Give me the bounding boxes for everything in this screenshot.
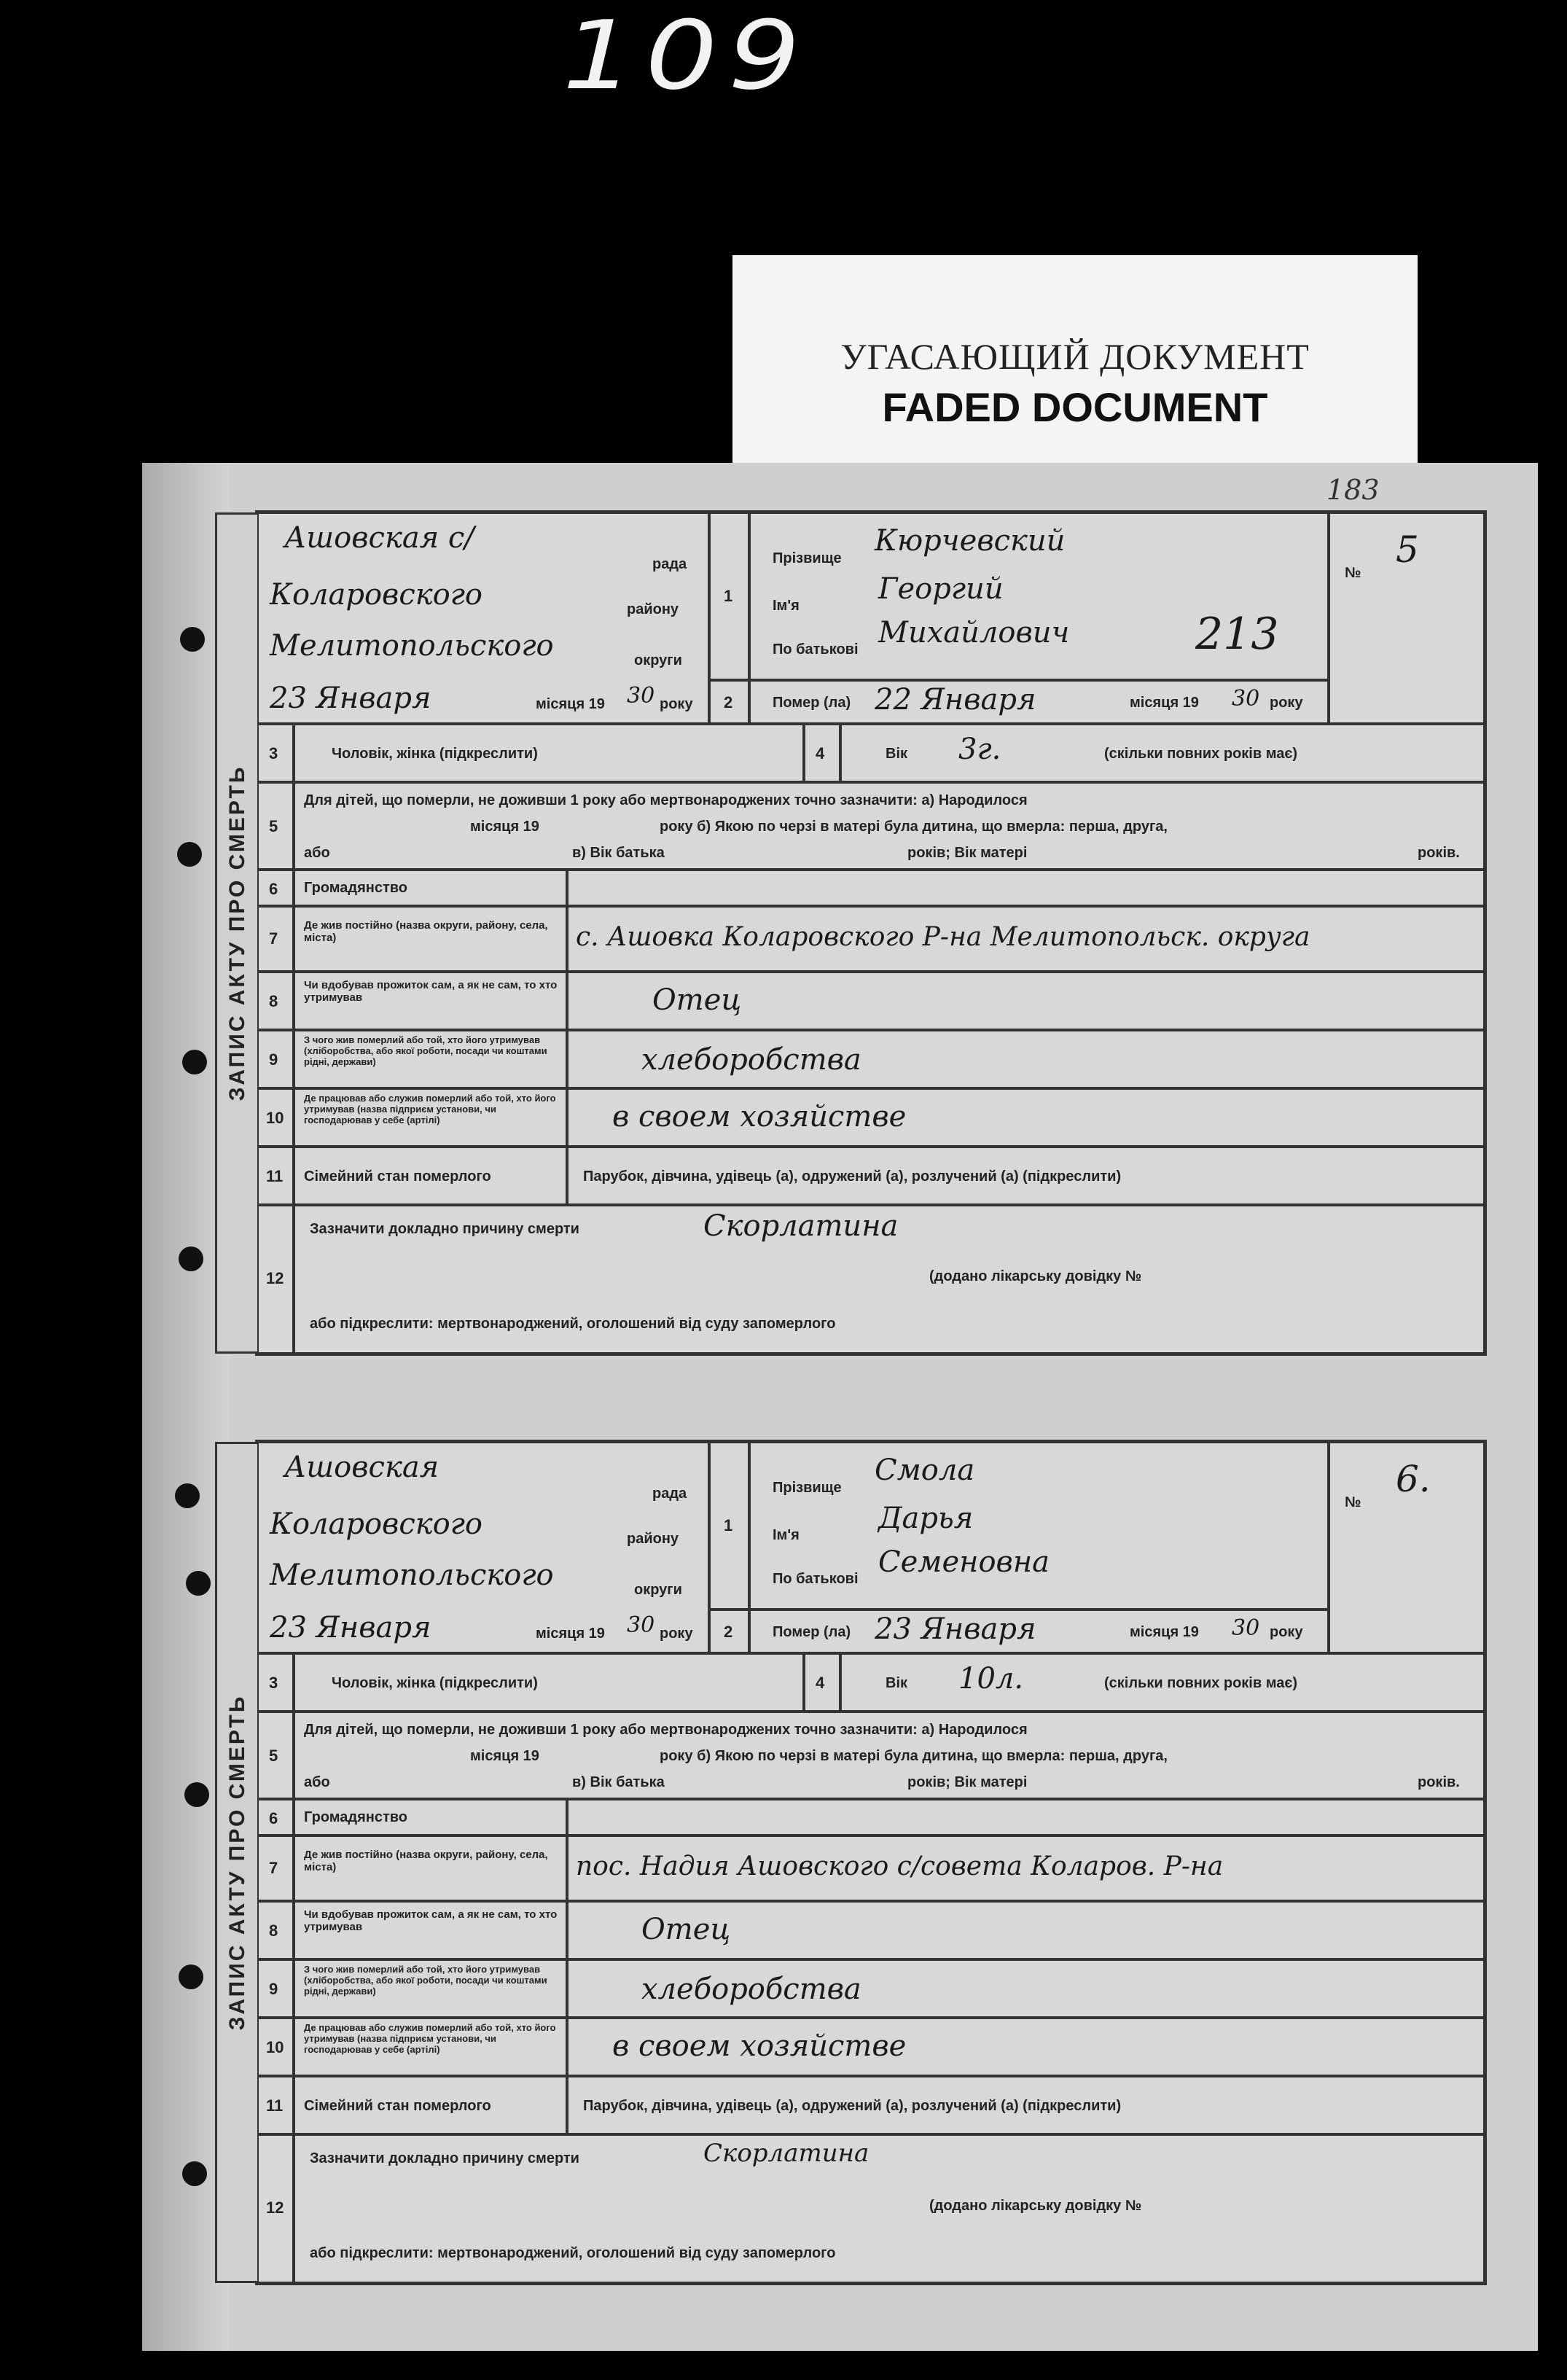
children-line-4: або bbox=[304, 1774, 330, 1790]
rayon-value: Коларовского bbox=[270, 578, 482, 612]
children-line-6: років; Вік матері bbox=[907, 1774, 1028, 1790]
binding-hole bbox=[180, 627, 205, 652]
stillborn-label: або підкреслити: мертвонароджений, оголошений від суду запомерлого bbox=[310, 2245, 836, 2261]
row-number: 2 bbox=[709, 1610, 749, 1653]
faded-label-en: FADED DOCUMENT bbox=[882, 384, 1268, 430]
patronymic-value: Михайлович bbox=[878, 616, 1070, 649]
residence-label: Де жив постійно (назва округи, району, села, міста) bbox=[304, 1849, 548, 1873]
children-line-3: року б) Якою по черзі в матері була дитина, що вмерла: перша, друга, bbox=[660, 1748, 1168, 1764]
children-line-1: Для дітей, що померли, не доживши 1 року або мертвонароджених точно зазначити: а) Народилося bbox=[304, 1722, 1028, 1738]
children-line-1: Для дітей, що померли, не доживши 1 року або мертвонароджених точно зазначити: а) Народилося bbox=[304, 792, 1028, 808]
binding-hole bbox=[186, 1571, 211, 1596]
death-year-label: року bbox=[1270, 1624, 1303, 1640]
work-value: в своем хозяйстве bbox=[612, 2029, 907, 2063]
support-value: Отец bbox=[641, 1913, 731, 1946]
binding-hole bbox=[179, 1965, 203, 1989]
reg-month-label: місяця 19 bbox=[536, 1626, 605, 1642]
children-line-7: років. bbox=[1418, 1774, 1460, 1790]
side-title-cell bbox=[215, 512, 257, 1354]
cause-label: Зазначити докладно причину смерти bbox=[310, 1221, 579, 1237]
surname-value: Смола bbox=[875, 1454, 975, 1487]
patronymic-label: По батькові bbox=[773, 1571, 859, 1587]
name-value: Георгий bbox=[878, 572, 1004, 606]
binding-hole bbox=[182, 2161, 207, 2186]
reg-month-label: місяця 19 bbox=[536, 696, 605, 712]
death-year-label: року bbox=[1270, 695, 1303, 711]
age-label: Вік bbox=[886, 1675, 908, 1691]
reg-date-value: 23 Января bbox=[270, 1611, 431, 1644]
row-number: 2 bbox=[709, 680, 749, 724]
record-number-cell bbox=[1329, 1442, 1485, 1653]
marital-label: Сімейний стан померлого bbox=[304, 1168, 491, 1185]
sex-label: Чоловік, жінка (підкреслити) bbox=[332, 746, 538, 762]
faded-label-ru: УГАСАЮЩИЙ ДОКУМЕНТ bbox=[840, 336, 1310, 377]
residence-value: с. Ашовка Коларовского Р-на Мелитопольск. округа bbox=[576, 922, 1310, 952]
rada-label: рада bbox=[652, 556, 687, 572]
reg-date-value: 23 Января bbox=[270, 682, 431, 715]
age-value: 10л. bbox=[958, 1662, 1024, 1696]
sex-label: Чоловік, жінка (підкреслити) bbox=[332, 1675, 538, 1691]
children-line-6: років; Вік матері bbox=[907, 845, 1028, 861]
row-number: 1 bbox=[709, 512, 749, 680]
faded-document-label bbox=[732, 255, 1418, 467]
death-date-value: 23 Января bbox=[875, 1612, 1036, 1646]
reg-year-value: 30 bbox=[627, 1612, 655, 1638]
children-line-5: в) Вік батька bbox=[572, 1774, 665, 1790]
children-line-7: років. bbox=[1418, 845, 1460, 861]
name-label: Ім'я bbox=[773, 1527, 800, 1543]
marital-options: Парубок, дівчина, удівець (а), одружений (а), розлучений (а) (підкреслити) bbox=[583, 2098, 1122, 2114]
binding-hole bbox=[182, 1050, 207, 1074]
rada-label: рада bbox=[652, 1486, 687, 1502]
age-cell bbox=[840, 1653, 1485, 1712]
age-note: (скільки повних років має) bbox=[1104, 746, 1298, 762]
age-cell bbox=[840, 724, 1485, 782]
side-title-cell bbox=[215, 1442, 257, 2283]
row-number: 1 bbox=[709, 1442, 749, 1610]
children-line-2: місяця 19 bbox=[470, 1748, 539, 1764]
okrug-label: округи bbox=[634, 652, 682, 668]
death-record-2: ЗАПИС АКТУ ПРО СМЕРТЬ Ашовская рада Коларовского району Мелитопольского округи 23 Января місяця 19 30 року 1 2 Прізвище Смола Ім'я Дарья По батькові Семеновна Помер (ла) 23 Января місяця 19 30 року № 6. 3 Чоловік, жінка (підкреслити) 4 Вік 10л. (скільки повних років має) 5 Для дітей, що померли, не доживши 1 року або мертвонароджених точно зазначити: а) Народилося місяця 19 року б) Якою по черзі в матері була дитина, що вмерла: перша, друга, або в) Вік батька років; Вік матері років. 6 Громадянство 7 Де жив постійно (назва округи, району, села, міста) пос. Надия Ашовского с/совета Коларов. Р-на 8 Чи вдобував прожиток сам, а як не сам, то хто утримував Отец 9 З чого жив померлий або той, хто його утримував (хліборобства, або якої роботи, посади чи коштами рідні, держави) хлеборобства 10 Де працював або служив померлий або той, хто його утримував (назва підприєм установи, чи господарював у себе (артілі) в своем хозяйстве 11 Сімейний стан померлого Парубок, дівчина, удівець (а), одружений (а), розлучений (а) (підкреслити) 12 Зазначити докладно причину смерти Скорлатина (додано лікарську довідку № або підкреслити: мертвонароджений, оголошений від суду запомерлого bbox=[255, 1440, 1487, 2285]
children-line-5: в) Вік батька bbox=[572, 845, 665, 861]
children-line-4: або bbox=[304, 845, 330, 861]
support-label: Чи вдобував прожиток сам, а як не сам, то хто утримував bbox=[304, 1908, 558, 1933]
sex-cell bbox=[294, 724, 804, 782]
death-date-label: Помер (ла) bbox=[773, 695, 851, 711]
surname-value: Кюрчевский bbox=[875, 524, 1066, 558]
name-cell bbox=[749, 1442, 1329, 1610]
reg-year-label: року bbox=[660, 696, 693, 712]
sheet-stamp-number: 183 bbox=[1326, 474, 1380, 506]
medical-cert-label: (додано лікарську довідку № bbox=[929, 2198, 1142, 2214]
children-line-2: місяця 19 bbox=[470, 819, 539, 835]
cause-label: Зазначити докладно причину смерти bbox=[310, 2150, 579, 2166]
death-year-value: 30 bbox=[1232, 1615, 1260, 1641]
side-title: ЗАПИС АКТУ ПРО СМЕРТЬ bbox=[224, 765, 249, 1101]
okrug-value: Мелитопольского bbox=[270, 629, 554, 663]
work-label: Де працював або служив померлий або той, хто його утримував (назва підприєм установи, чи господарював у себе (артілі) bbox=[304, 1093, 556, 1125]
death-date-cell bbox=[749, 1610, 1329, 1653]
surname-label: Прізвище bbox=[773, 1480, 842, 1496]
surname-label: Прізвище bbox=[773, 550, 842, 566]
rayon-label: району bbox=[627, 601, 679, 617]
okrug-value: Мелитопольского bbox=[270, 1558, 554, 1592]
living-label: З чого жив померлий або той, хто його утримував (хліборобства, або якої роботи, посади чи коштами рідні, держави) bbox=[304, 1964, 547, 1997]
name-value: Дарья bbox=[878, 1502, 974, 1535]
children-cell bbox=[294, 782, 1485, 870]
place-cell bbox=[257, 1442, 709, 1653]
rayon-value: Коларовского bbox=[270, 1507, 482, 1541]
death-record-1: ЗАПИС АКТУ ПРО СМЕРТЬ Ашовская с/ рада Коларовского району Мелитопольского округи 23 Января місяця 19 30 року 1 2 Прізвище Кюрчевский Ім'я Георгий По батькові Михайлович 213 Помер (ла) 22 Января місяця 19 30 року № 5 3 Чоловік, жінка (підкреслити) 4 Вік 3г. (скільки повних років має) 5 Для дітей, що померли, не доживши 1 року або мертвонароджених точно зазначити: а) Народилося місяця 19 року б) Якою по черзі в матері була дитина, що вмерла: перша, друга, або в) Вік батька років; Вік матері років. 6 Громадянство 7 Де жив постійно (назва округи, району, села, міста) с. Ашовка Коларовского Р-на Мелитопольск. округа 8 Чи вдобував прожиток сам, а як не сам, то хто утримував Отец 9 З чого жив померлий або той, хто його утримував (хліборобства, або якої роботи, посади чи коштами рідні, держави) хлеборобства 10 Де працював або служив померлий або той, хто його утримував (назва підприєм установи, чи господарював у себе (артілі) в своем хозяйстве 11 Сімейний стан померлого Парубок, дівчина, удівець (а), одружений (а), розлучений (а) (підкреслити) 12 Зазначити докладно причину смерти Скорлатина (додано лікарську довідку № або підкреслити: мертвонароджений, оголошений від суду запомерлого bbox=[255, 510, 1487, 1356]
marital-label: Сімейний стан померлого bbox=[304, 2098, 491, 2114]
death-year-value: 30 bbox=[1232, 686, 1260, 711]
residence-value: пос. Надия Ашовского с/совета Коларов. Р-на bbox=[576, 1852, 1224, 1881]
living-value: хлеборобства bbox=[641, 1973, 861, 2006]
marital-options: Парубок, дівчина, удівець (а), одружений (а), розлучений (а) (підкреслити) bbox=[583, 1168, 1122, 1185]
cause-cell bbox=[294, 2134, 1485, 2283]
record-number-label: № bbox=[1345, 565, 1361, 581]
binding-hole bbox=[179, 1246, 203, 1271]
patronymic-value: Семеновна bbox=[878, 1545, 1050, 1579]
record-number-value: 6. bbox=[1396, 1458, 1431, 1500]
age-note: (скільки повних років має) bbox=[1104, 1675, 1298, 1691]
side-number-value: 213 bbox=[1195, 609, 1279, 660]
death-date-cell bbox=[749, 680, 1329, 724]
side-title: ЗАПИС АКТУ ПРО СМЕРТЬ bbox=[224, 1694, 249, 2031]
cause-value: Скорлатина bbox=[703, 2139, 870, 2168]
cause-cell bbox=[294, 1205, 1485, 1354]
medical-cert-label: (додано лікарську довідку № bbox=[929, 1268, 1142, 1284]
okrug-label: округи bbox=[634, 1582, 682, 1598]
record-number-cell bbox=[1329, 512, 1485, 724]
age-value: 3г. bbox=[958, 733, 1001, 766]
rada-value: Ашовская с/ bbox=[284, 521, 474, 555]
children-cell bbox=[294, 1712, 1485, 1799]
reg-year-label: року bbox=[660, 1626, 693, 1642]
living-value: хлеборобства bbox=[641, 1043, 861, 1077]
binding-hole bbox=[177, 842, 202, 867]
citizenship-label: Громадянство bbox=[304, 880, 408, 896]
binding-hole bbox=[184, 1782, 209, 1807]
death-date-value: 22 Января bbox=[875, 683, 1036, 717]
death-month-label: місяця 19 bbox=[1130, 695, 1199, 711]
reg-year-value: 30 bbox=[627, 683, 655, 709]
patronymic-label: По батькові bbox=[773, 641, 859, 658]
page-number: 109 bbox=[562, 0, 811, 111]
children-line-3: року б) Якою по черзі в матері була дитина, що вмерла: перша, друга, bbox=[660, 819, 1168, 835]
citizenship-label: Громадянство bbox=[304, 1809, 408, 1825]
cause-value: Скорлатина bbox=[703, 1209, 899, 1243]
residence-label: Де жив постійно (назва округи, району, села, міста) bbox=[304, 919, 548, 944]
work-value: в своем хозяйстве bbox=[612, 1100, 907, 1134]
citizenship-value-cell bbox=[567, 870, 1485, 906]
support-value: Отец bbox=[652, 983, 742, 1017]
binding-hole bbox=[175, 1483, 200, 1508]
rayon-label: району bbox=[627, 1531, 679, 1547]
citizenship-value-cell bbox=[567, 1799, 1485, 1835]
place-cell bbox=[257, 512, 709, 724]
work-label: Де працював або служив померлий або той, хто його утримував (назва підприєм установи, чи господарював у себе (артілі) bbox=[304, 2022, 556, 2055]
sex-cell bbox=[294, 1653, 804, 1712]
living-label: З чого жив померлий або той, хто його утримував (хліборобства, або якої роботи, посади чи коштами рідні, держави) bbox=[304, 1034, 547, 1067]
record-number-value: 5 bbox=[1396, 528, 1419, 571]
name-label: Ім'я bbox=[773, 598, 800, 614]
stillborn-label: або підкреслити: мертвонароджений, оголошений від суду запомерлого bbox=[310, 1316, 836, 1332]
rada-value: Ашовская bbox=[284, 1451, 439, 1484]
age-label: Вік bbox=[886, 746, 908, 762]
name-cell bbox=[749, 512, 1329, 680]
record-number-label: № bbox=[1345, 1494, 1361, 1510]
support-label: Чи вдобував прожиток сам, а як не сам, то хто утримував bbox=[304, 979, 558, 1004]
death-date-label: Помер (ла) bbox=[773, 1624, 851, 1640]
death-month-label: місяця 19 bbox=[1130, 1624, 1199, 1640]
